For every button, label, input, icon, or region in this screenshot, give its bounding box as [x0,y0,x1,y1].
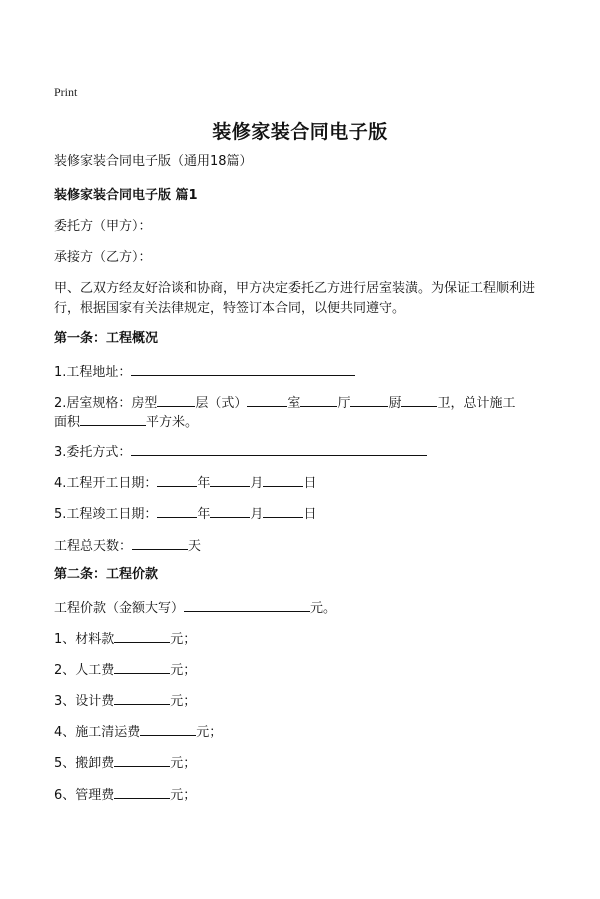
document-subtitle: 装修家装合同电子版（通用18篇） [54,154,253,169]
fee-item-label: 5、搬卸费 [54,756,115,771]
spec-floor: 层（式） [195,396,248,411]
method-blank[interactable] [131,441,427,456]
fee-item-row [54,690,196,711]
fee-unit: 元； [170,632,197,647]
area-blank[interactable] [80,411,146,426]
area-unit: 平方米。 [146,415,199,430]
document-title: 装修家装合同电子版 [212,121,388,143]
fee-unit: 元； [196,725,223,740]
fee-item-label: 6、管理费 [54,788,115,803]
end-month-blank[interactable] [210,503,250,518]
end-year-label: 年 [197,507,211,522]
room-blank[interactable] [247,392,287,407]
total-days-row [54,535,201,556]
fee-item-label: 3、设计费 [54,694,115,709]
address-blank[interactable] [131,361,355,376]
print-label[interactable]: Print [54,85,78,99]
total-days-blank[interactable] [132,535,188,550]
kitchen-blank[interactable] [350,392,388,407]
fee-unit: 元； [170,694,197,709]
fee-blank[interactable] [140,721,196,736]
spec-bath: 卫，总计施工 [437,396,516,411]
fee-unit: 元； [170,788,197,803]
hall-blank[interactable] [300,392,337,407]
spec-row [54,392,515,413]
end-date-row [54,503,316,524]
fee-blank[interactable] [114,659,170,674]
start-date-label: 4.工程开工日期： [54,476,158,491]
fee-unit: 元； [170,663,197,678]
price-unit: 元。 [310,601,337,616]
party-b-label: 承接方（乙方）： [54,250,152,265]
article1-heading: 第一条：工程概况 [54,331,159,346]
intro-paragraph: 甲、乙双方经友好洽谈和协商，甲方决定委托乙方进行居室装潢。为保证工程顺利进行，根据国家有关法律规定，特签订本合同，以便共同遵守。 [54,281,536,316]
article2-heading: 第二条：工程价款 [54,567,159,582]
fee-item-label: 2、人工费 [54,663,115,678]
address-label: 1.工程地址： [54,365,132,380]
start-year-blank[interactable] [157,472,197,487]
fee-item-label: 4、施工清运费 [54,725,141,740]
fee-blank[interactable] [114,628,170,643]
spec-kitchen: 厨 [388,396,402,411]
price-label: 工程价款（金额大写） [54,601,185,616]
section-title: 装修家装合同电子版 篇1 [54,188,198,203]
start-day-blank[interactable] [263,472,303,487]
fee-unit: 元； [170,756,197,771]
fee-blank[interactable] [114,752,170,767]
end-year-blank[interactable] [157,503,197,518]
fee-blank[interactable] [114,784,170,799]
total-days-unit: 天 [188,539,202,554]
method-label: 3.委托方式： [54,445,132,460]
spec-room: 室 [287,396,301,411]
area-row [54,411,198,432]
fee-item-row [54,721,222,742]
spec-prefix: 2.居室规格：房型 [54,396,158,411]
party-a-label: 委托方（甲方）： [54,219,152,234]
fee-item-row [54,628,196,649]
start-date-row [54,472,316,493]
start-day-label: 日 [303,476,317,491]
end-month-label: 月 [250,507,264,522]
floor-blank[interactable] [157,392,195,407]
total-days-label: 工程总天数： [54,539,133,554]
price-blank[interactable] [184,597,310,612]
end-day-blank[interactable] [263,503,303,518]
end-day-label: 日 [303,507,317,522]
address-row [54,361,355,382]
end-date-label: 5.工程竣工日期： [54,507,158,522]
method-row [54,441,427,462]
start-month-label: 月 [250,476,264,491]
fee-item-label: 1、材料款 [54,632,115,647]
fee-item-row [54,659,196,680]
spec-hall: 厅 [337,396,351,411]
fee-item-row [54,784,196,805]
fee-blank[interactable] [114,690,170,705]
area-label: 面积 [54,415,81,430]
start-year-label: 年 [197,476,211,491]
bath-blank[interactable] [401,392,437,407]
start-month-blank[interactable] [210,472,250,487]
fee-item-row [54,752,196,773]
price-row [54,597,336,618]
